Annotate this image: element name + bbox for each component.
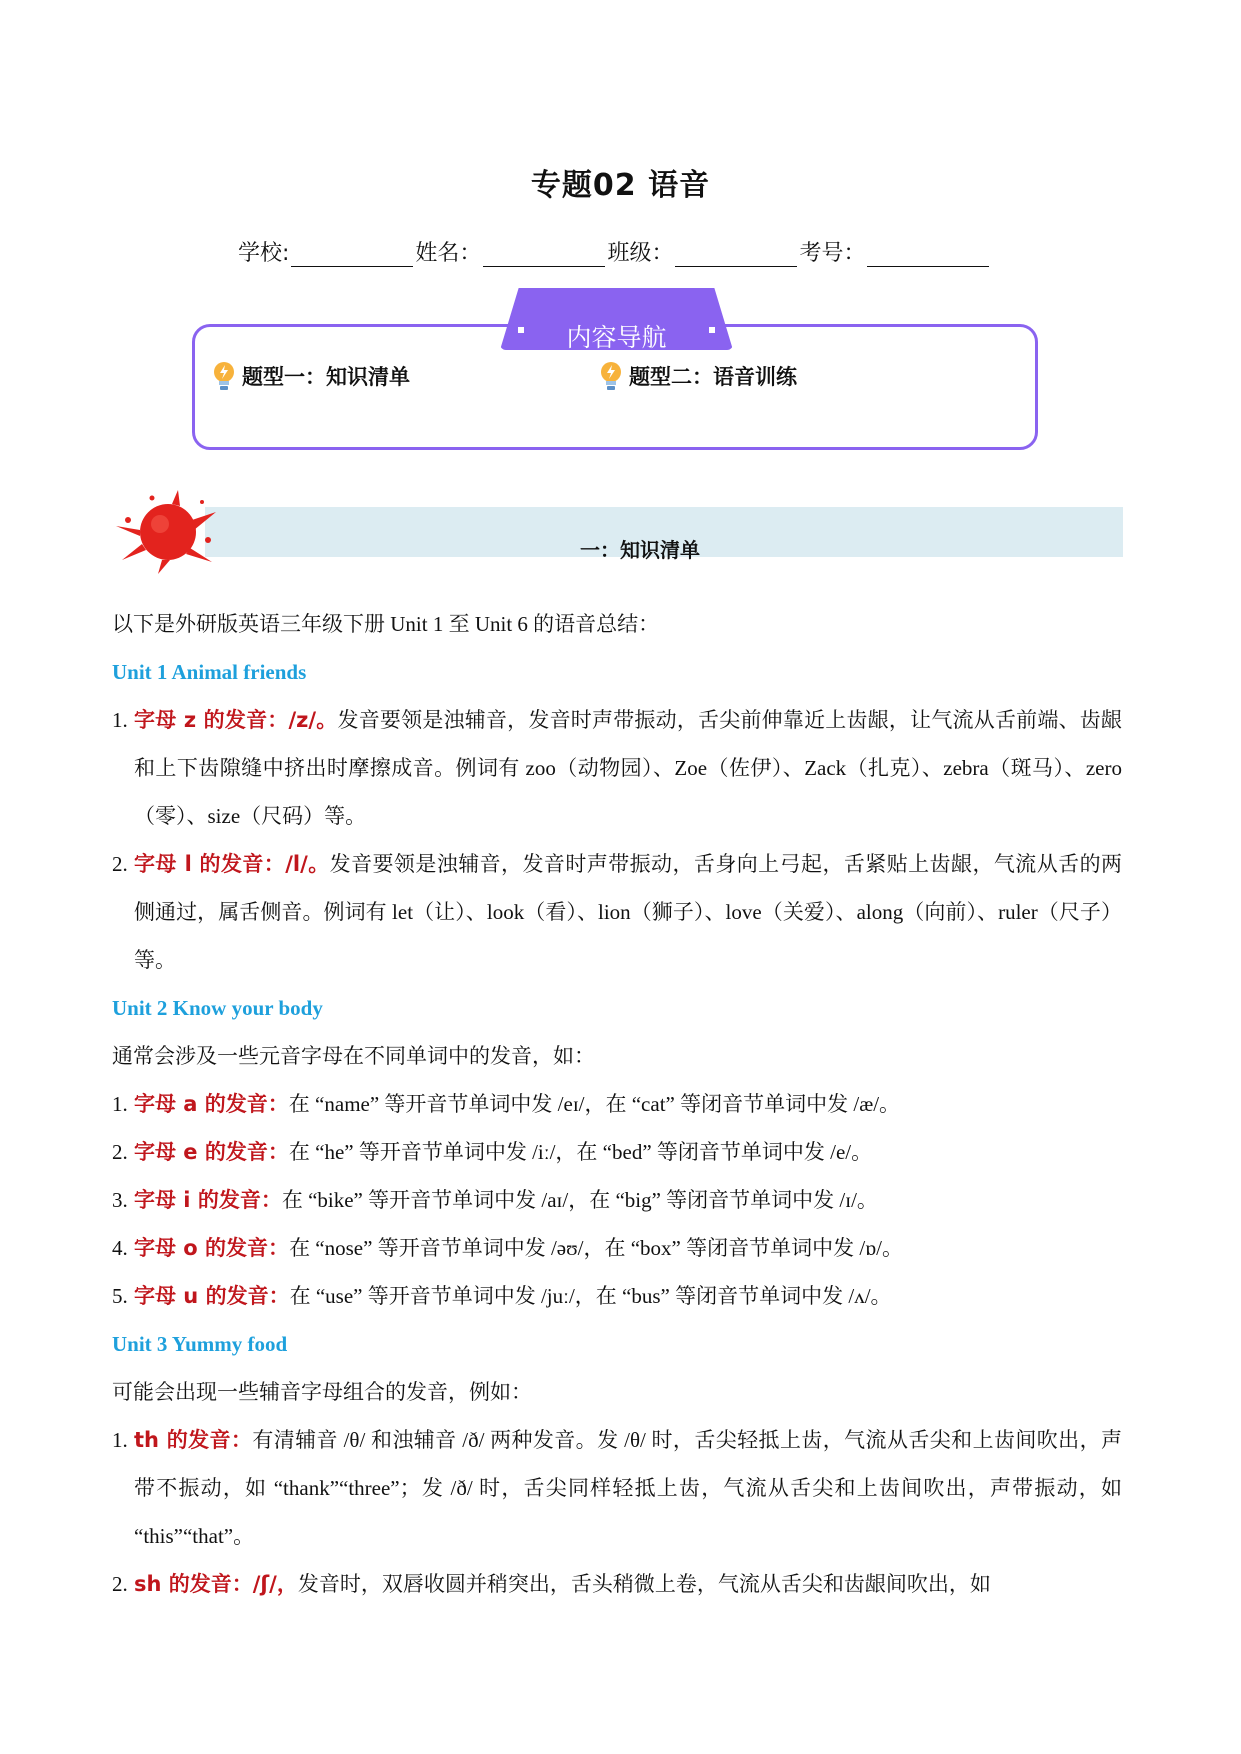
- lightbulb-icon: [597, 360, 625, 392]
- item-body: 在 “bike” 等开音节单词中发 /aɪ/，在 “big” 等闭音节单词中发 /ɪ/。: [281, 1188, 878, 1212]
- item-label: th 的发音：: [134, 1428, 253, 1452]
- item-body: 在 “use” 等开音节单词中发 /juː/，在 “bus” 等闭音节单词中发 /ʌ/。: [289, 1284, 892, 1308]
- school-blank: [291, 244, 413, 267]
- item-number: 3.: [112, 1188, 128, 1212]
- list-item: [112, 840, 1122, 984]
- exam-no-label: 考号：: [799, 241, 866, 266]
- list-item: [112, 1176, 1122, 1224]
- item-text: [134, 1416, 1122, 1560]
- item-number: 5.: [112, 1284, 128, 1308]
- item-text: [134, 840, 1122, 984]
- item-label: 字母 o 的发音：: [134, 1236, 290, 1260]
- item-text: [134, 696, 1122, 840]
- student-info-line: [238, 236, 991, 267]
- list-item: [112, 1128, 1122, 1176]
- item-body: 有清辅音 /θ/ 和浊辅音 /ð/ 两种发音。发 /θ/ 时，舌尖轻抵上齿，气流从舌尖和上齿间吹出，声带不振动，如 “thank”“three”；发 /ð/ 时，舌尖同样轻抵上齿，气流从舌尖和上齿间吹出，声带振动，如 “this”“that”。: [134, 1428, 1122, 1548]
- item-body: 发音时，双唇收圆并稍突出，舌头稍微上卷，气流从舌尖和齿龈间吹出，如: [297, 1572, 991, 1596]
- unit-intro: 可能会出现一些辅音字母组合的发音，例如：: [112, 1380, 532, 1404]
- intro-paragraph: 以下是外研版英语三年级下册 Unit 1 至 Unit 6 的语音总结：: [112, 612, 660, 636]
- item-label: 字母 e 的发音：: [134, 1140, 289, 1164]
- list-item: [112, 1272, 1122, 1320]
- unit-heading: Unit 1 Animal friends: [112, 660, 307, 684]
- nav-item-type-one[interactable]: [210, 360, 410, 392]
- item-label: 字母 a 的发音：: [134, 1092, 289, 1116]
- content-body: [112, 600, 1122, 1608]
- item-text: [134, 1176, 1122, 1224]
- nav-item-type-two-label: 题型二：语音训练: [629, 365, 797, 389]
- item-text: [134, 1560, 1122, 1608]
- page-title: 专题02 语音: [530, 168, 711, 203]
- unit-heading: Unit 3 Yummy food: [112, 1332, 288, 1356]
- item-label: 字母 l 的发音：/l/。: [134, 852, 330, 876]
- unit-heading: Unit 2 Know your body: [112, 996, 323, 1020]
- item-number: 1.: [112, 1092, 128, 1116]
- item-body: 发音要领是浊辅音，发音时声带振动，舌尖前伸靠近上齿龈，让气流从舌前端、齿龈和上下齿隙缝中挤出时摩擦成音。例词有 zoo（动物园）、Zoe（佐伊）、Zack（扎克）、zebra（斑马）、zero（零）、size（尺码）等。: [134, 708, 1122, 828]
- item-label: sh 的发音：/ʃ/，: [134, 1572, 298, 1596]
- item-number: 1.: [112, 708, 128, 732]
- item-number: 2.: [112, 852, 128, 876]
- list-item: [112, 1224, 1122, 1272]
- list-item: [112, 1560, 1122, 1608]
- lightbulb-icon: [210, 360, 238, 392]
- nav-item-type-two[interactable]: [597, 360, 797, 392]
- item-text: [134, 1128, 1122, 1176]
- item-number: 2.: [112, 1140, 128, 1164]
- section-title: 一：知识清单: [580, 538, 700, 562]
- item-label: 字母 u 的发音：: [134, 1284, 290, 1308]
- red-splat-icon: [112, 490, 222, 576]
- exam-no-blank: [867, 244, 989, 267]
- item-body: 在 “nose” 等开音节单词中发 /əʊ/，在 “box” 等闭音节单词中发 /ɒ/。: [289, 1236, 904, 1260]
- school-label: 学校:: [238, 241, 290, 266]
- content-nav-title: 内容导航: [566, 323, 667, 352]
- item-label: 字母 i 的发音：: [134, 1188, 282, 1212]
- item-body: 发音要领是浊辅音，发音时声带振动，舌身向上弓起，舌紧贴上齿龈，气流从舌的两侧通过，属舌侧音。例词有 let（让）、look（看）、lion（狮子）、love（关爱）、along（向前）、ruler（尺子）等。: [134, 852, 1123, 972]
- item-label: 字母 z 的发音：/z/。: [134, 708, 338, 732]
- item-text: [134, 1080, 1122, 1128]
- list-item: [112, 696, 1122, 840]
- name-blank: [483, 244, 605, 267]
- nav-item-type-one-label: 题型一：知识清单: [242, 365, 410, 389]
- item-text: [134, 1224, 1122, 1272]
- item-number: 1.: [112, 1428, 128, 1452]
- item-text: [134, 1272, 1122, 1320]
- item-number: 2.: [112, 1572, 128, 1596]
- class-blank: [675, 244, 797, 267]
- list-item: [112, 1416, 1122, 1560]
- name-label: 姓名：: [415, 241, 482, 266]
- class-label: 班级：: [607, 241, 674, 266]
- list-item: [112, 1080, 1122, 1128]
- item-body: 在 “name” 等开音节单词中发 /eɪ/，在 “cat” 等闭音节单词中发 /æ/。: [288, 1092, 901, 1116]
- item-body: 在 “he” 等开音节单词中发 /iː/，在 “bed” 等闭音节单词中发 /e/。: [288, 1140, 873, 1164]
- item-number: 4.: [112, 1236, 128, 1260]
- unit-intro: 通常会涉及一些元音字母在不同单词中的发音，如：: [112, 1044, 595, 1068]
